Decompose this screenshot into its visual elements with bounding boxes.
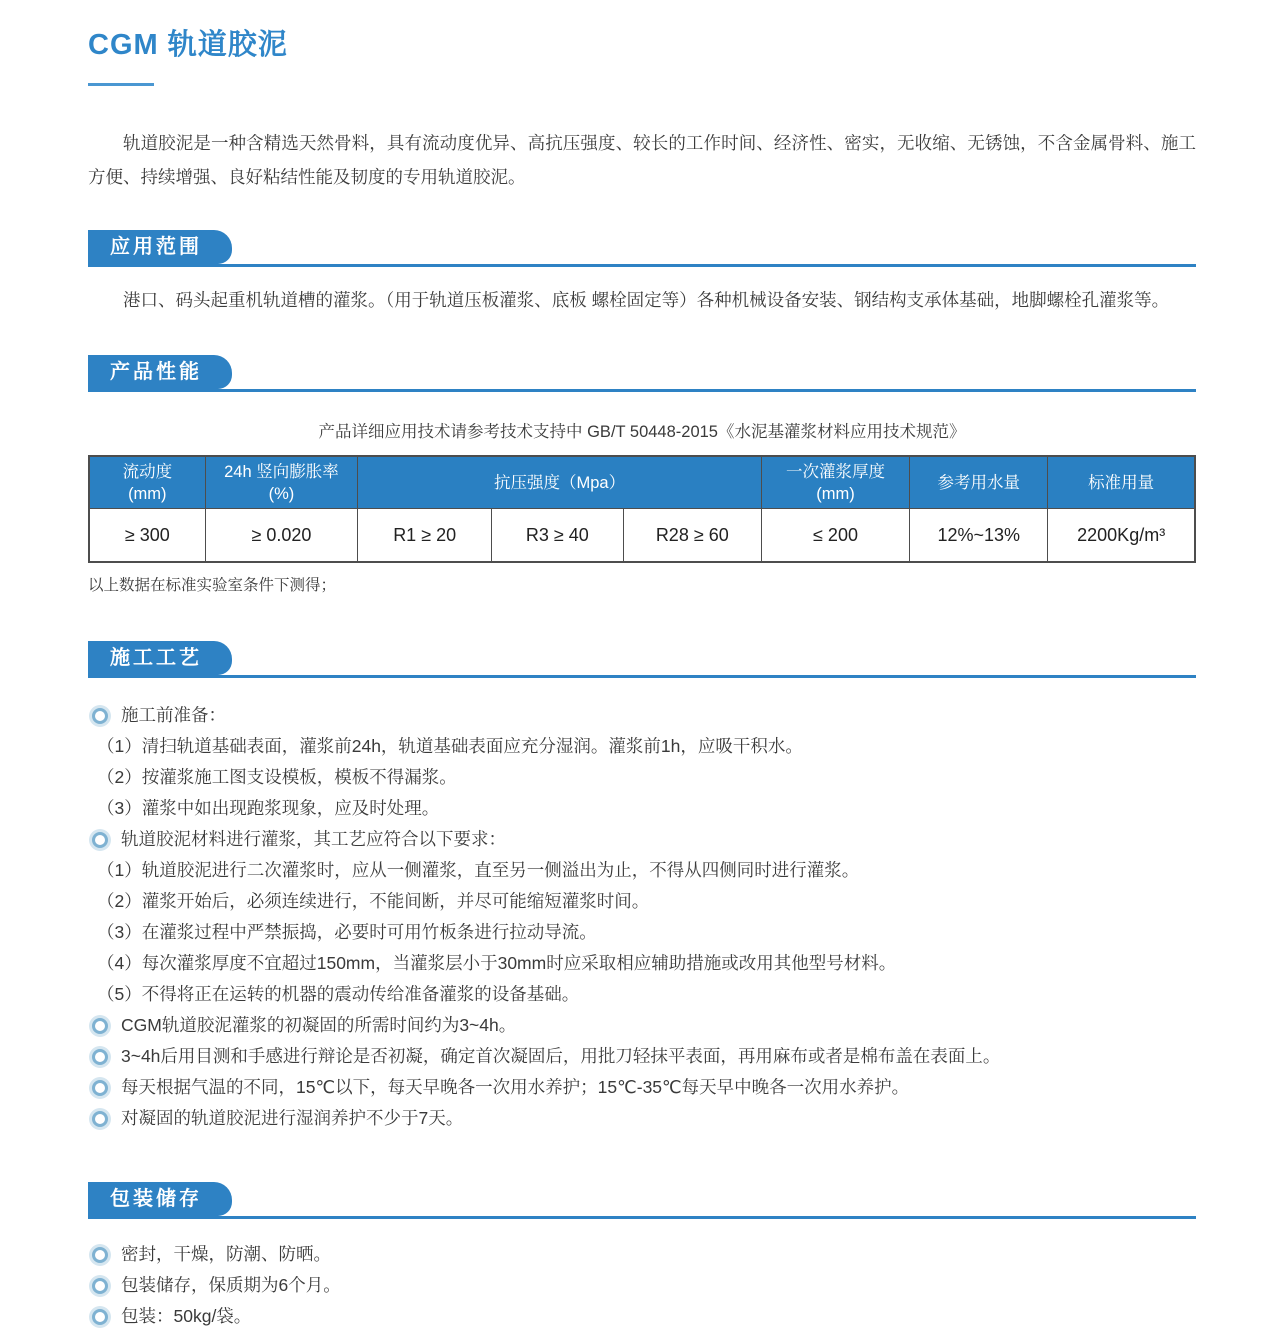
process-step: （1）轨道胶泥进行二次灌浆时，应从一侧灌浆，直至另一侧溢出为止，不得从四侧同时进行灌浆。	[97, 860, 860, 880]
col-header-standard-dosage: 标准用量	[1048, 456, 1195, 509]
process-item: 施工前准备：	[88, 700, 1196, 731]
packaging-item: 密封，干燥，防潮、防晒。	[88, 1239, 1196, 1270]
packaging-item: 包装：50kg/袋。	[88, 1301, 1196, 1332]
col-header-flowability: 流动度 (mm)	[89, 456, 205, 509]
section-header-construction	[88, 641, 1196, 678]
bullet-ring-icon	[92, 708, 108, 724]
value-expansion: ≥ 0.020	[205, 509, 358, 563]
section-tab-construction	[88, 641, 232, 675]
page-title: CGM 轨道胶泥	[88, 29, 288, 61]
section-tab-application	[88, 230, 232, 264]
section-tab-performance	[88, 355, 232, 389]
table-value-row	[89, 509, 1195, 563]
performance-note: 产品详细应用技术请参考技术支持中 GB/T 50448-2015《水泥基灌浆材料应用技术规范》	[318, 423, 966, 441]
section-header-application	[88, 230, 1196, 267]
title-underline	[88, 83, 154, 86]
process-step: （4）每次灌浆厚度不宜超过150mm，当灌浆层小于30mm时应采取相应辅助措施或改用其他型号材料。	[97, 953, 897, 973]
value-strength-r3: R3 ≥ 40	[492, 509, 624, 563]
section-title-packaging: 包装储存	[110, 1188, 202, 1210]
bullet-ring-icon	[92, 832, 108, 848]
section-title-construction: 施工工艺	[110, 647, 202, 669]
section-header-performance	[88, 355, 1196, 392]
value-strength-r28: R28 ≥ 60	[623, 509, 761, 563]
process-item: 3~4h后用目测和手感进行辩论是否初凝，确定首次凝固后，用批刀轻抹平表面，再用麻布或者是棉布盖在表面上。	[88, 1041, 1196, 1072]
section-header-packaging	[88, 1182, 1196, 1219]
value-strength-r1: R1 ≥ 20	[358, 509, 492, 563]
value-water-amount: 12%~13%	[910, 509, 1048, 563]
process-step: （3）在灌浆过程中严禁振捣，必要时可用竹板条进行拉动导流。	[97, 922, 597, 942]
table-footnote: 以上数据在标准实验室条件下测得；	[88, 577, 337, 594]
bullet-ring-icon	[92, 1111, 108, 1127]
bullet-ring-icon	[92, 1309, 108, 1325]
bullet-ring-icon	[92, 1018, 108, 1034]
process-step: （3）灌浆中如出现跑浆现象，应及时处理。	[97, 798, 440, 818]
col-header-expansion: 24h 竖向膨胀率 (%)	[205, 456, 358, 509]
section-title-application: 应用范围	[110, 236, 202, 258]
bullet-ring-icon	[92, 1247, 108, 1263]
bullet-ring-icon	[92, 1049, 108, 1065]
col-header-water-amount: 参考用水量	[910, 456, 1048, 509]
application-text: 港口、码头起重机轨道槽的灌浆。（用于轨道压板灌浆、底板 螺栓固定等）各种机械设备安装、钢结构支承体基础，地脚螺栓孔灌浆等。	[123, 290, 1170, 310]
process-item: 每天根据气温的不同，15℃以下，每天早晚各一次用水养护；15℃-35℃每天早中晚各一次用水养护。	[88, 1072, 1196, 1103]
performance-table	[88, 455, 1196, 563]
bullet-ring-icon	[92, 1278, 108, 1294]
section-tab-packaging	[88, 1182, 232, 1216]
section-title-performance: 产品性能	[110, 361, 202, 383]
process-item: 对凝固的轨道胶泥进行湿润养护不少于7天。	[88, 1103, 1196, 1134]
bullet-ring-icon	[92, 1080, 108, 1096]
value-flowability: ≥ 300	[89, 509, 205, 563]
intro-paragraph: 轨道胶泥是一种含精选天然骨料，具有流动度优异、高抗压强度、较长的工作时间、经济性、密实，无收缩、无锈蚀，不含金属骨料、施工方便、持续增强、良好粘结性能及韧度的专用轨道胶泥。	[88, 133, 1196, 187]
col-header-grouting-thickness: 一次灌浆厚度 (mm)	[761, 456, 909, 509]
process-step: （5）不得将正在运转的机器的震动传给准备灌浆的设备基础。	[97, 984, 580, 1004]
process-item: CGM轨道胶泥灌浆的初凝固的所需时间约为3~4h。	[88, 1010, 1196, 1041]
process-step: （2）按灌浆施工图支设模板，模板不得漏浆。	[97, 767, 457, 787]
construction-list	[88, 700, 1196, 1134]
packaging-list	[88, 1239, 1196, 1332]
table-header-row	[89, 456, 1195, 509]
process-step: （2）灌浆开始后，必须连续进行，不能间断，并尽可能缩短灌浆时间。	[97, 891, 650, 911]
value-grouting-thickness: ≤ 200	[761, 509, 909, 563]
col-header-compressive-strength: 抗压强度（Mpa）	[358, 456, 762, 509]
process-step: （1）清扫轨道基础表面，灌浆前24h，轨道基础表面应充分湿润。灌浆前1h，应吸干积水。	[97, 736, 803, 756]
packaging-item: 包装储存，保质期为6个月。	[88, 1270, 1196, 1301]
process-item: 轨道胶泥材料进行灌浆，其工艺应符合以下要求：	[88, 824, 1196, 855]
value-standard-dosage: 2200Kg/m³	[1048, 509, 1195, 563]
